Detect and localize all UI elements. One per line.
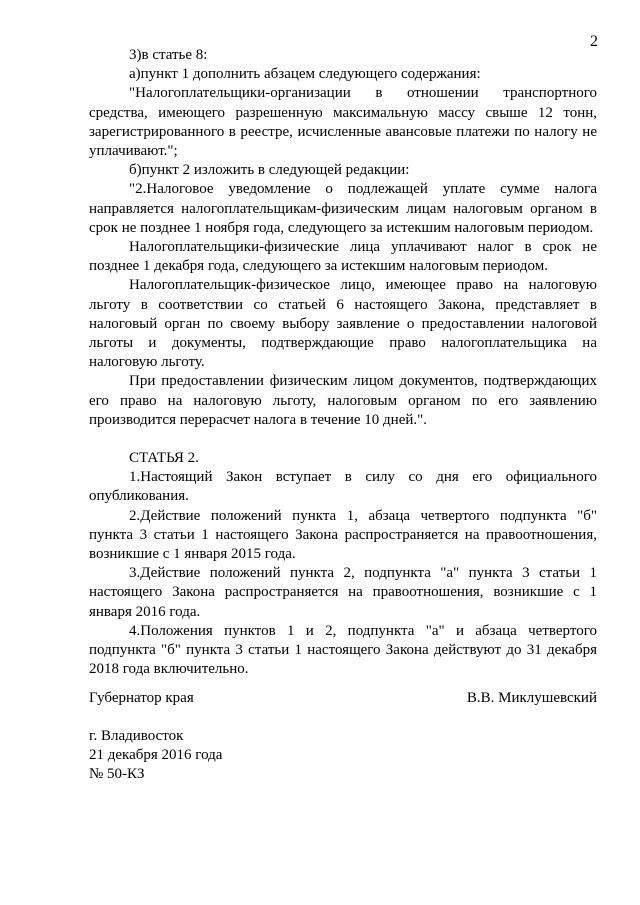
paragraph: б)пункт 2 изложить в следующей редакции: [129,162,410,179]
paragraph: 1.Настоящий Закон вступает в силу со дня его официального опубликования. [89,469,597,505]
paragraph: "2.Налоговое уведомление о подлежащей уплате сумме налога направляется налогоплательщикам-физическим лицам налоговым органом в срок не позднее 1 ноября года, следующего за истекшим налоговым периодом. [89,181,597,236]
paragraph: а)пункт 1 дополнить абзацем следующего содержания: [129,66,481,83]
paragraph: При предоставлении физическим лицом документов, подтверждающих его право на налоговую льготу, налоговым органом по его заявлению производится перерасчет налога в течение 10 дней.". [89,373,597,428]
paragraph: 2.Действие положений пункта 1, абзаца четвертого подпункта "б" пункта 3 статьи 1 настоящего Закона распространяется на правоотношения, возникшие с 1 января 2015 года. [89,507,597,563]
paragraph: "Налогоплательщики-организации в отношении транспортного средства, имеющего разрешенную максимальную массу свыше 12 тонн, зарегистрированного в реестре, исчисленные авансовые платежи по налогу не уплачивают."; [89,85,597,160]
paragraph: Налогоплательщики-физические лица уплачивают налог в срок не позднее 1 декабря года, следующего за истекшим налоговым периодом. [89,239,597,275]
signatory-name: В.В. Миклушевский [466,690,597,706]
paragraph: 4.Положения пунктов 1 и 2, подпункта "а" и абзаца четвертого подпункта "б" пункта 3 статьи 1 настоящего Закона действуют до 31 декабря 2018 года включительно. [89,622,597,678]
document-body [89,46,597,680]
date: 21 декабря 2016 года [89,747,223,764]
paragraph: 3.Действие положений пункта 2, подпункта "а" пункта 3 статьи 1 настоящего Закона распространяется на правоотношения, возникшие с 1 января 2016 года. [89,565,597,620]
city: г. Владивосток [89,728,184,744]
place-date-block [89,727,222,785]
paragraph: Налогоплательщик-физическое лицо, имеющее право на налоговую льготу в соответствии со статьей 6 настоящего Закона, представляет в налоговый орган по своему выбору заявление о предоставлении налоговой льготы и документы, подтверждающие право налогоплательщика на налоговую льготу. [89,277,597,371]
page-number: 2 [590,33,598,50]
article-heading: СТАТЬЯ 2. [129,450,199,467]
signatory-position: Губернатор края [89,690,194,706]
paragraph: 3)в статье 8: [129,47,208,63]
law-number: № 50-КЗ [89,766,145,783]
